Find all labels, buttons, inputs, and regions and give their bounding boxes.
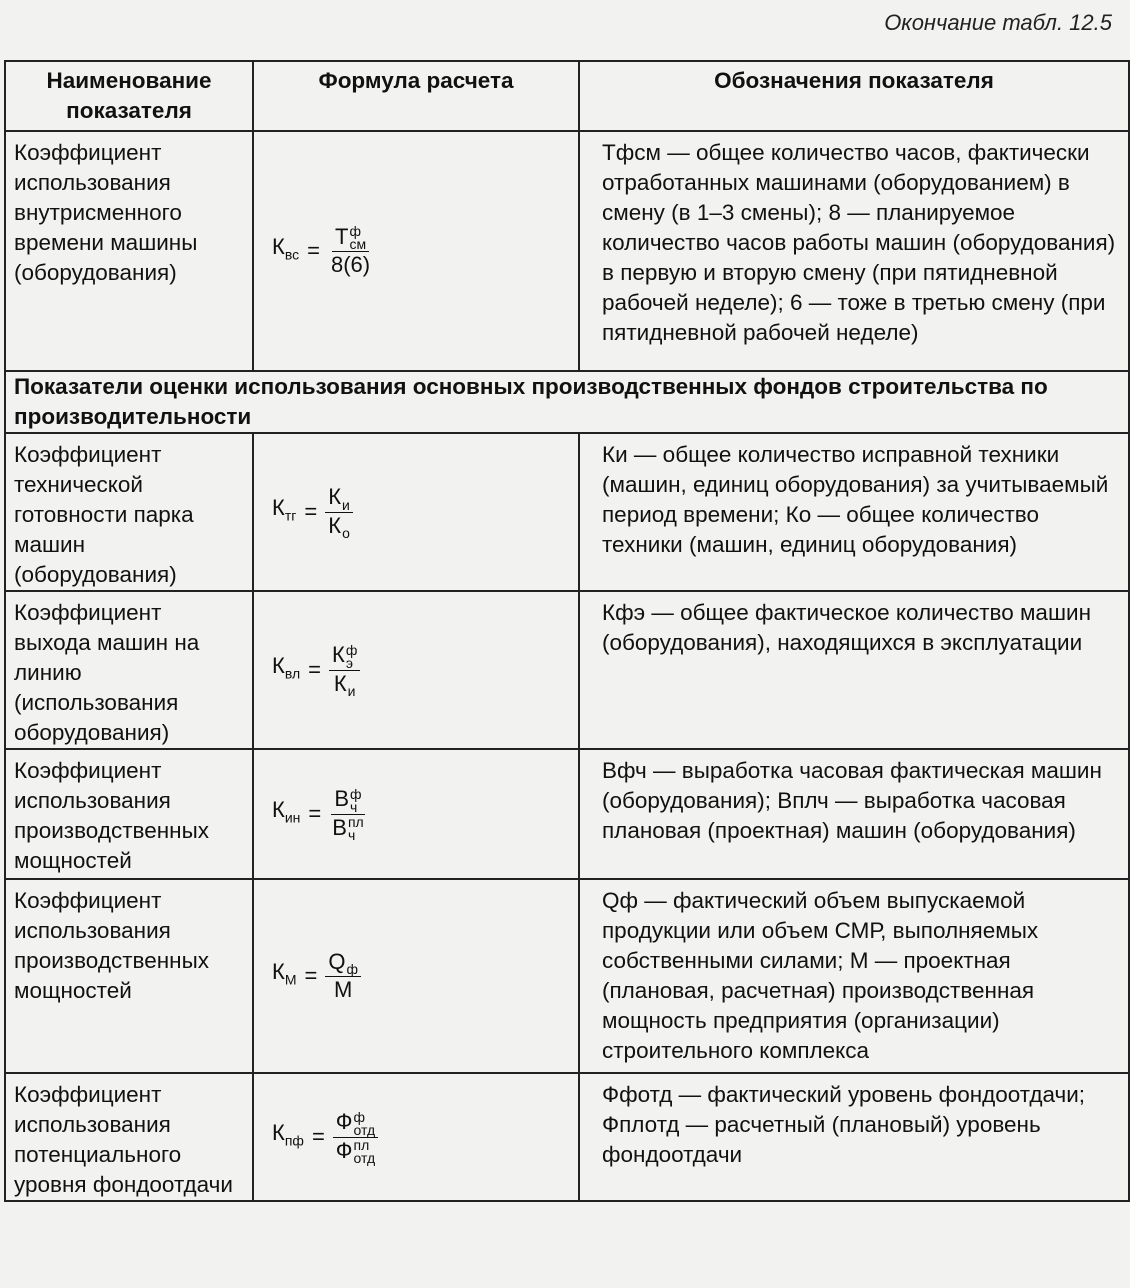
table-row [5,433,1129,591]
formula-lhs: $К_{ин}$ [272,797,301,826]
equals-sign: = [308,801,322,826]
denominator-symbol: 8(6) [330,252,371,278]
formula-cell [253,879,579,1073]
numerator [329,642,360,670]
formula-cell [253,749,579,879]
fraction [329,642,360,697]
indicator-designation: Кфэ — общее фактическое количество машин (оборудования), находящихся в эксплуатации [579,591,1129,749]
fraction [328,224,373,278]
denominator-symbol: М [334,977,353,1003]
fraction [325,484,353,539]
formula [272,949,361,1003]
denominator [329,815,366,842]
formula-lhs: $К_{тг}$ [272,495,297,524]
formula-cell [253,1073,579,1201]
equals-sign: = [311,1124,325,1149]
numerator [333,1109,378,1137]
section-row [5,371,1129,433]
equals-sign: = [304,499,318,524]
numerator [331,786,364,814]
table-row [5,1073,1129,1201]
formula-cell [253,591,579,749]
header-formula: Формула расчета [253,61,579,131]
formula-lhs: $К_{вс}$ [272,234,300,263]
formula-lhs: $К_{пф}$ [272,1120,304,1149]
table-row [5,131,1129,371]
header-name: Наименование показателя [5,61,253,131]
indicator-designation: Вфч — выработка часовая фактическая машин (оборудования); Вплч — выработка часовая плановая (проектная) машин (оборудования) [579,749,1129,879]
indicator-name: Коэффициент использования производственных мощностей [5,749,253,879]
numerator [325,484,353,512]
indicator-name: Коэффициент использования производственных мощностей [5,879,253,1073]
numerator [332,224,369,252]
formula-lhs: $К_{вл}$ [272,653,301,682]
equals-sign: = [307,238,320,263]
table-caption: Окончание табл. 12.5 [884,10,1112,35]
formula [272,1109,378,1164]
fraction [329,786,366,841]
denominator [331,671,359,698]
numerator [325,949,361,977]
indicator-name: Коэффициент использования потенциального уровня фондоотдачи [5,1073,253,1201]
numerator-symbol: К ф э [331,641,358,671]
header-designation: Обозначения показателя [579,61,1129,131]
indicator-designation: Ффотд — фактический уровень фондоотдачи; Фплотд — расчетный (плановый) уровень фондоотдачи [579,1073,1129,1201]
equals-sign: = [304,963,318,988]
denominator-symbol: В пл ч [332,813,364,843]
formula-cell [253,433,579,591]
numerator-symbol: Т ф см [334,223,367,253]
indicator-designation: Qф — фактический объем выпускаемой продукции или объем СМР, выполняемых собственными силами; М — проектная (плановая, расчетная) производственная мощность предприятия (организации) строительного комплекса [579,879,1129,1073]
formula-cell [253,131,579,371]
indicator-name: Коэффициент технической готовности парка машин (оборудования) [5,433,253,591]
indicator-name: Коэффициент использования внутрисменного времени машины (оборудования) [5,131,253,371]
numerator-symbol: В ф ч [334,785,362,815]
denominator [331,977,355,1003]
numerator-symbol: Ф ф отд [335,1108,376,1138]
numerator-symbol: Q ф [328,948,359,978]
section-title: Показатели оценки использования основных производственных фондов строительства по производительности [5,371,1129,433]
table-row [5,879,1129,1073]
indicator-name: Коэффициент выхода машин на линию (использования оборудования) [5,591,253,749]
indicators-table [4,60,1130,1202]
denominator [333,1138,378,1165]
denominator-symbol: К и [333,670,356,699]
indicator-designation: Тфсм — общее количество часов, фактически отработанных машинами (оборудованием) в смену (в 1–3 смены); 8 — планируемое количество часов работы машин (оборудования) в первую и вторую смену (при пятидневной рабочей неделе); 6 — тоже в третью смену (при пятидневной рабочей неделе) [579,131,1129,371]
denominator [328,252,373,278]
numerator-symbol: К и [328,484,350,513]
table-row [5,749,1129,879]
formula [272,224,373,278]
table-row [5,591,1129,749]
table-header-row [5,61,1129,131]
formula-lhs: $К_М$ [272,959,297,988]
equals-sign: = [308,657,321,682]
fraction [333,1109,378,1164]
fraction [325,949,361,1003]
denominator-symbol: К о [328,512,350,541]
denominator [325,513,353,540]
formula [272,642,360,697]
denominator-symbol: Ф пл отд [335,1136,376,1166]
indicator-designation: Ки — общее количество исправной техники (машин, единиц оборудования) за учитываемый период времени; Ко — общее количество техники (машин, единиц оборудования) [579,433,1129,591]
formula [272,786,367,841]
formula [272,484,353,539]
